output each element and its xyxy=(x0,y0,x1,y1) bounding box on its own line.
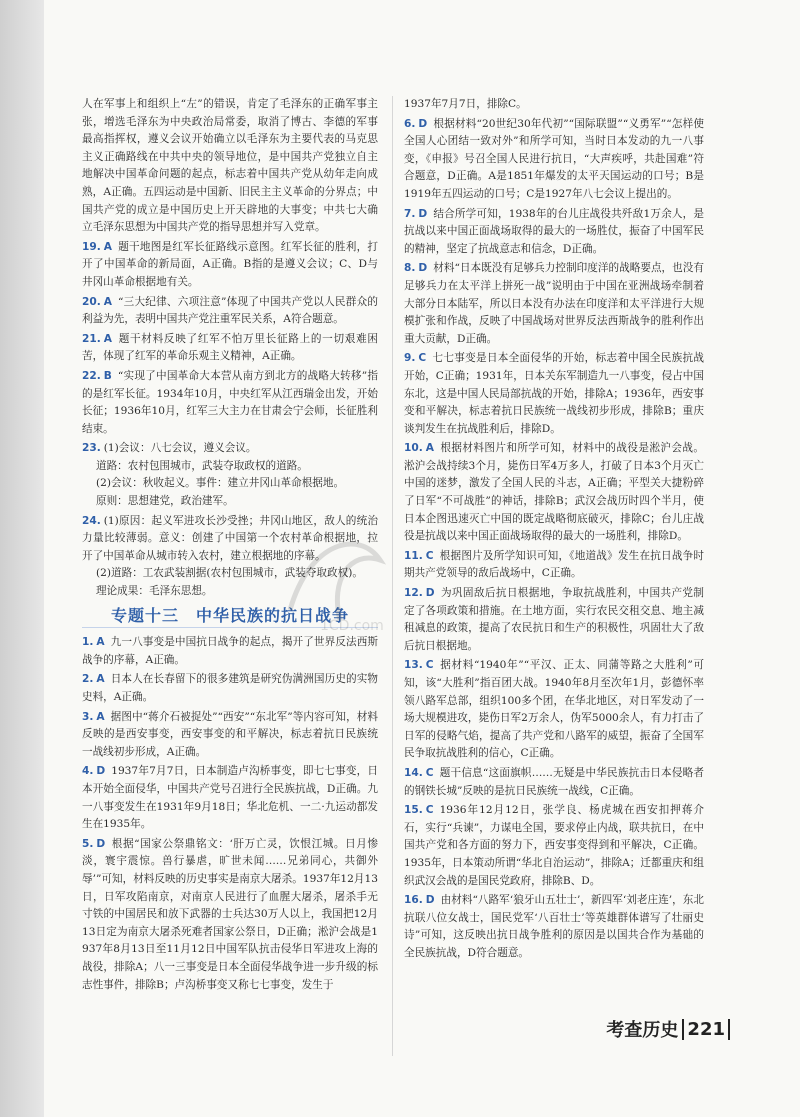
answer-letter: D xyxy=(425,587,435,600)
answer-letter: A xyxy=(103,240,112,253)
answer-letter: D xyxy=(96,837,106,850)
page-number: 221 xyxy=(682,1019,730,1040)
answer-item-14: 14. C 题干信息“这面旗帜……无疑是中华民族抗击日本侵略者的钢铁长城”反映的是抗日民族统一战线，C正确。 xyxy=(404,766,704,797)
answer-letter: D xyxy=(425,894,435,907)
answer-letter: A xyxy=(103,295,112,308)
answer-item-19: 19. A 题干地图是红军长征路线示意图。红军长征的胜利，打开了中国革命的新局面，A正确。B指的是遵义会议；C、D与井冈山革命根据地有关。 xyxy=(82,240,378,288)
answer-item-12: 12. D 为巩固敌后抗日根据地，争取抗战胜利，中国共产党制定了各项政策和措施。在土地方面，实行农民交租交息、地主减租减息的政策，提高了农民抗日和生产的积极性，巩固壮大了敌后抗日根据地。 xyxy=(404,587,704,652)
answer-item-s4: 4. D 1937年7月7日，日本制造卢沟桥事变，即七七事变，日本开始全面侵华，中国共产党号召进行全民族抗战，D正确。九一八事变发生在1931年9月18日；华北危机、一二·九运动都发生在1935年。 xyxy=(82,765,378,831)
section-title: 专题十三 中华民族的抗日战争 xyxy=(82,607,378,629)
left-column xyxy=(82,96,378,996)
answer-letter: C xyxy=(425,804,434,817)
answer-item-11: 11. C 根据图片及所学知识可知，《地道战》发生在抗日战争时期共产党领导的敌后战场中，C正确。 xyxy=(404,549,704,580)
answer-item-21: 21. A 题干材料反映了红军不怕万里长征路上的一切艰难困苦，体现了红军的革命乐观主义精神，A正确。 xyxy=(82,332,378,363)
answer-item-s3: 3. A 据图中“蒋介石被捉处”“西安”“东北军”等内容可知，材料反映的是西安事变，西安事变的和平解决，标志着抗日民族统一战线初步形成，A正确。 xyxy=(82,710,378,758)
right-column xyxy=(404,96,704,965)
answer-item-s2: 2. A 日本人在长春留下的很多建筑是研究伪满洲国历史的实物史料，A正确。 xyxy=(82,673,378,703)
answer-item-8: 8. D 材料“日本既没有足够兵力控制印度洋的战略要点，也没有足够兵力在太平洋上拼死一战”说明由于中国在亚洲战场牵制着大部分日本陆军，所以日本没有办法在印度洋和太平洋进行大规模扩张和作战，反映了中国战场对世界反法西斯战争的胜利作出重大贡献，D正确。 xyxy=(404,262,704,345)
answer-item-6: 6. D 根据材料“20世纪30年代初”“国际联盟”“义勇军”“怎样使全国人心团结一致对外”和所学可知，当时日本发动的九一八事变，《申报》号召全国人民进行抗日，“大声疾呼，共赴国难”符合题意，D正确。A是1851年爆发的太平天国运动的口号；B是1919年五四运动的口号；C是1927年八七会议上提出的。 xyxy=(404,117,704,200)
answer-letter: D xyxy=(418,117,428,130)
answer-letter: A xyxy=(96,673,105,686)
right-intro-paragraph: 1937年7月7日，排除C。 xyxy=(404,98,527,110)
answer-letter: A xyxy=(425,442,434,455)
answer-item-13: 13. C 据材料“1940年”“平汉、正太、同蒲等路之大胜利”可知，该“大胜利”指百团大战。1940年8月至次年1月，彭德怀率领八路军总部，组织100多个团，在华北地区，对日军发动了一场大规模进攻，毙伤日军2万余人，伪军5000余人，有力打击了日军的侵略气焰，提高了共产党和八路军的威望，振奋了全国军民争取抗战胜利的信心，C正确。 xyxy=(404,659,704,760)
binding-shadow xyxy=(0,0,44,1117)
column-divider xyxy=(392,96,393,1056)
answer-letter: B xyxy=(103,369,112,382)
page-footer xyxy=(606,1016,730,1042)
answer-item-s1: 1. A 九一八事变是中国抗日战争的起点，揭开了世界反法西斯战争的序幕，A正确。 xyxy=(82,636,378,666)
answer-letter: A xyxy=(96,710,105,723)
answer-item-10: 10. A 根据材料图片和所学可知，材料中的战役是淞沪会战。淞沪会战持续3个月，毙伤日军4万多人，打破了日本3个月灭亡中国的迷梦，激发了全国人民的斗志，A正确；平型关大捷粉碎了日军“不可战胜”的神话，排除B；武汉会战历时四个半月，使日本企图迅速灭亡中国的既定战略彻底破灭，排除C；台儿庄战役是抗战以来中国正面战场取得的最大的一场胜利，排除D。 xyxy=(404,442,704,543)
answer-letter: C xyxy=(425,766,434,779)
answer-item-s5: 5. D 根据“国家公祭鼎铭文：‘肝万亡灵，饮恨江城。日月惨淡，寰宇震惊。兽行暴虐，旷世未闻……兄弟同心，共御外辱’”可知，材料反映的历史事实是南京大屠杀。1937年12月13日，日军攻陷南京，对南京人民进行了血腥大屠杀，屠杀手无寸铁的中国居民和放下武器的士兵达30万人以上，我国把12月13日定为南京大屠杀死难者国家公祭日，D正确；淞沪会战是1937年8月13日至11月12日中国军队抗击侵华日军进攻上海的战役，排除A；八一三事变是日本全面侵华战争进一步升级的标志性事件，排除B；卢沟桥事变又称七七事变，发生于 xyxy=(82,837,378,991)
answer-item-15: 15. C 1936年12月12日，张学良、杨虎城在西安扣押蒋介石，实行“兵谏”，力谋电全国，要求停止内战，联共抗日，在中国共产党和各方面的努力下，西安事变得到和平解决，C正确。1935年，日本策动所谓“华北自治运动”，排除A；迁都重庆和组织武汉会战的是国民党政府，排除B、D。 xyxy=(404,804,704,887)
answer-letter: C xyxy=(425,659,434,672)
answer-item-24: 24. (1)原因：起义军进攻长沙受挫；井冈山地区，敌人的统治力量比较薄弱。意义：创建了中国第一个农村革命根据地，拉开了中国革命从城市转入农村，建立根据地的序幕。 (2)道路：工农武装割据(农村包围城市，武装夺取政权)。 理论成果：毛泽东思想。 xyxy=(82,514,378,598)
answer-item-22: 22. B “实现了中国革命大本营从南方到北方的战略大转移”指的是红军长征。1934年10月，中央红军从江西瑞金出发，开始长征；1936年10月，红军三大主力在甘肃会宁会师，长征胜利结束。 xyxy=(82,369,378,435)
answer-item-23: 23. (1)会议：八七会议，遵义会议。 道路：农村包围城市，武装夺取政权的道路。 (2)会议：秋收起义。事件：建立井冈山革命根据地。 原则：思想建党，政治建军。 xyxy=(82,442,345,508)
answer-item-7: 7. D 结合所学可知，1938年的台儿庄战役共歼敌1万余人，是抗战以来中国正面战场取得的最大的一场胜仗，振奋了中国军民的精神，坚定了抗战意志和信念，D正确。 xyxy=(404,207,704,255)
answer-letter: D xyxy=(418,262,428,275)
answer-letter: C xyxy=(418,352,427,365)
answer-item-16: 16. D 由材料“八路军‘狼牙山五壮士’，新四军‘刘老庄连’，东北抗联八位女战士，国民党军‘八百壮士’等英雄群体谱写了壮丽史诗”可知，这反映出抗日战争胜利的原因是以国共合作为基础的全民族抗战，D符合题意。 xyxy=(404,894,704,959)
answer-letter: A xyxy=(103,332,112,345)
answer-item-20: 20. A “三大纪律、六项注意”体现了中国共产党以人民群众的利益为先，表明中国共产党注重军民关系，A符合题意。 xyxy=(82,295,378,326)
answer-letter: C xyxy=(425,549,434,562)
answer-letter: D xyxy=(418,207,428,220)
footer-label: 考查历史 xyxy=(606,1020,679,1041)
answer-item-9: 9. C 七七事变是日本全面侵华的开始，标志着中国全民族抗战开始，C正确；1931年，日本关东军制造九一八事变，侵占中国东北，这是中国人民局部抗战的开始，排除A；1936年，西安事变和平解决，标志着抗日民族统一战线初步形成，排除B；重庆谈判发生在抗战胜利后，排除D。 xyxy=(404,352,704,435)
answer-letter: D xyxy=(96,765,106,778)
left-intro-paragraph: 人在军事上和组织上“左”的错误，肯定了毛泽东的正确军事主张，增选毛泽东为中央政治局常委，取消了博古、李德的军事最高指挥权，遵义会议开始确立以毛泽东为主要代表的马克思主义正确路线在中共中央的领导地位，是中国共产党独立自主地解决中国革命问题的起点，标志着中国共产党从幼年走向成熟，A正确。五四运动是中国新、旧民主主义革命的分界点；中国共产党的成立是中国历史上开天辟地的大事变；中共七大确立毛泽东思想为中国共产党的指导思想并写入党章。 xyxy=(82,98,378,234)
answer-letter: A xyxy=(96,636,105,649)
